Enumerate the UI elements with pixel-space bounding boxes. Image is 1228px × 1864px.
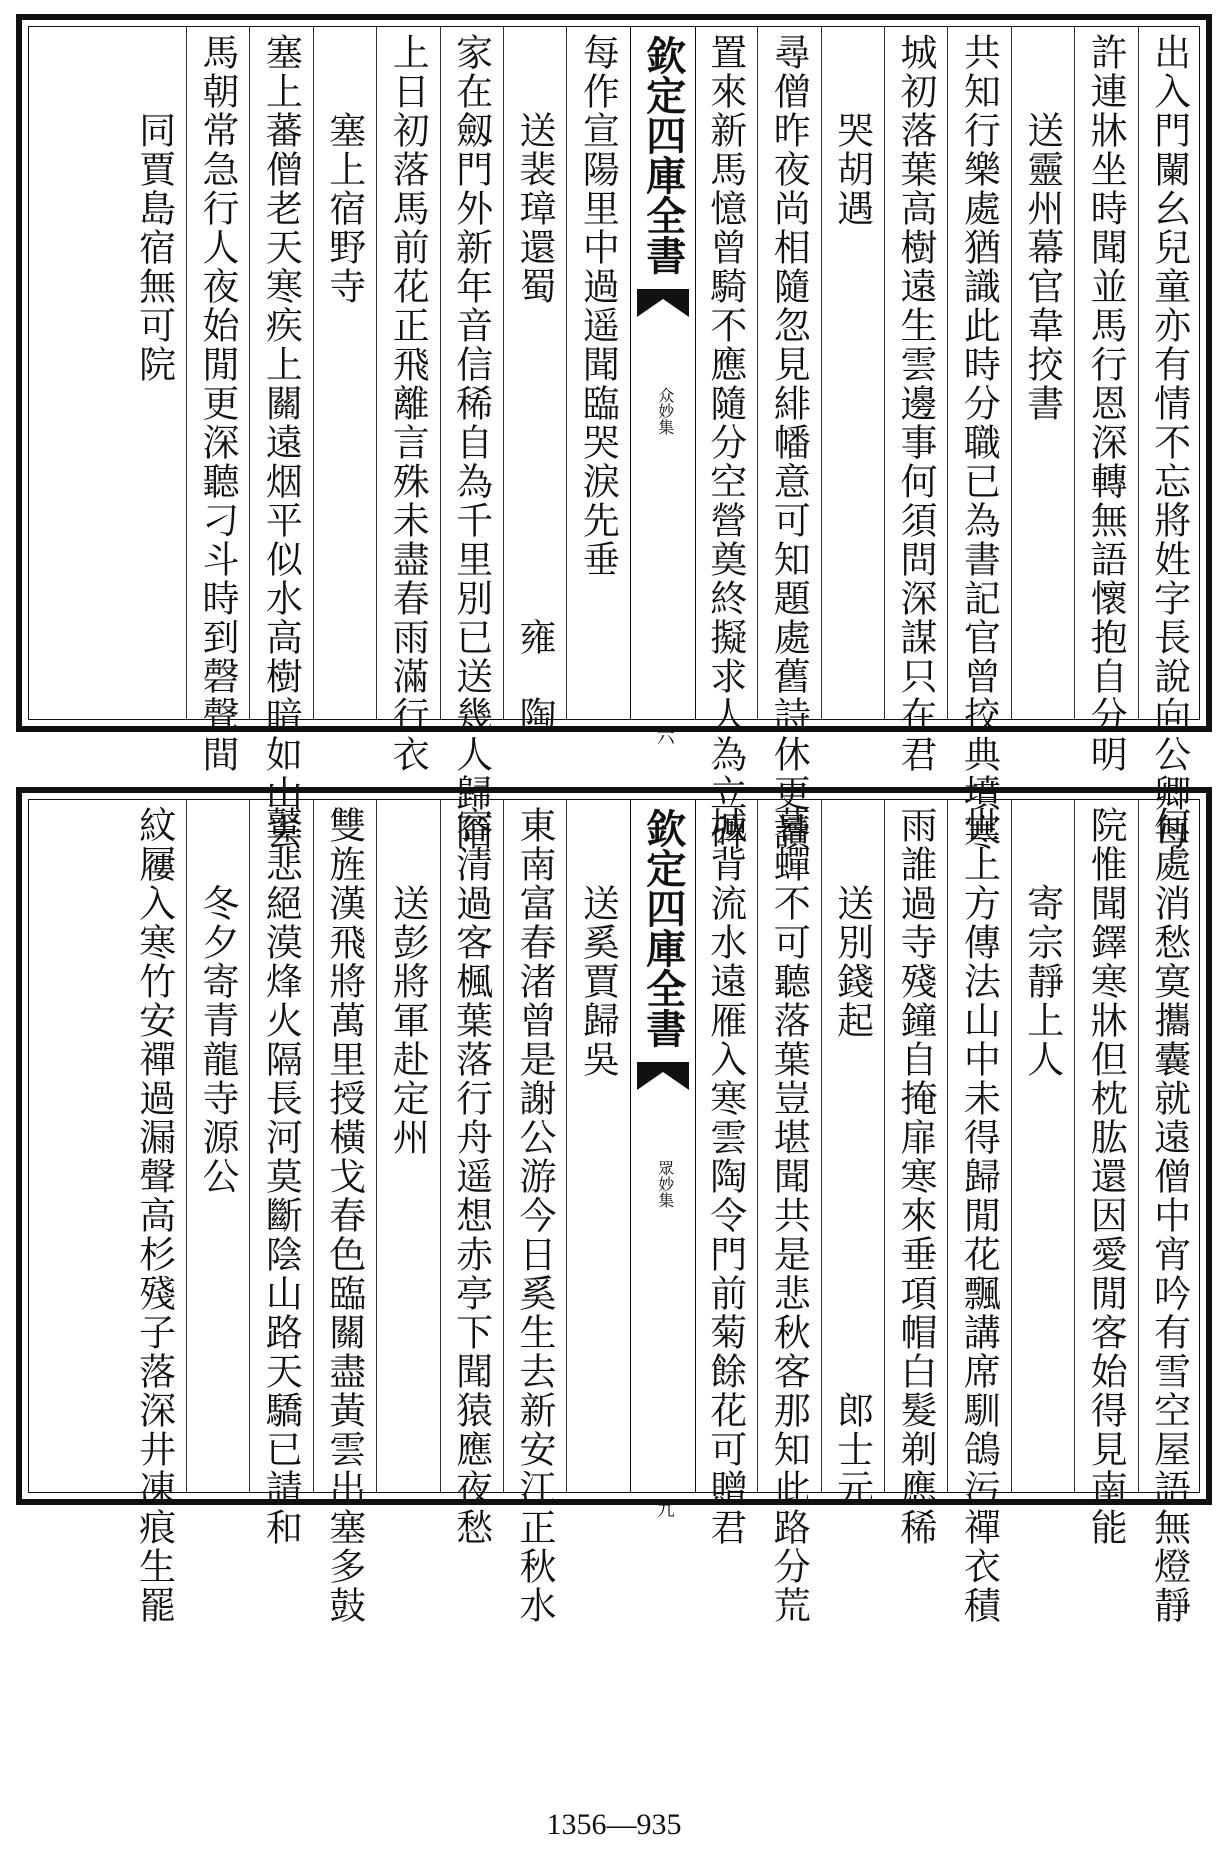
text-column: 紋屨入寒竹安禪過漏聲高杉殘子落深井凍痕生罷 (132, 806, 176, 1625)
text-column: 尋僧昨夜尚相隨忽見緋幡意可知題處舊詩休更讀 (767, 33, 811, 852)
column-rule (376, 800, 377, 1492)
text-column: 家在劔門外新年音信稀自為千里別已送幾人歸陌 (449, 33, 493, 852)
text-column: 何處消愁寞攜囊就遠僧中宵吟有雪空屋語無燈靜 (1147, 806, 1191, 1625)
column-rule (313, 800, 314, 1492)
text-column: 城初落葉高樹遠生雲邊事何須問深謀只在君 (894, 33, 937, 774)
top-page-text-frame (28, 26, 1200, 852)
text-column: 馬朝常急行人夜始閒更深聽刁斗時到磬聲間 (196, 33, 239, 774)
column-rule (1074, 800, 1075, 1492)
spine-title: 欽定四庫全書 (639, 808, 687, 1048)
spine-book-title: 眾妙集 (655, 1160, 675, 1208)
spine-folio-number: 九 (653, 1500, 675, 1518)
text-column: 送靈州幕官韋挍書 (1020, 33, 1064, 423)
text-column: 暮蟬不可聽落葉豈堪聞共是悲秋客那知此路分荒 (767, 806, 811, 1625)
spine-title: 欽定四庫全書 (639, 35, 687, 275)
fishtail-mark-icon (635, 1062, 691, 1092)
text-column: 上日初落馬前花正飛離言殊未盡春雨滿行衣 (386, 33, 430, 774)
bottom_page-spine (630, 800, 696, 1518)
text-column: 每作宣陽里中過遥聞臨哭淚先垂 (576, 33, 620, 579)
column-rule (503, 800, 504, 1492)
column-rule (884, 800, 885, 1492)
column-rule (440, 800, 441, 1492)
text-column: 送別錢起 郎士元 (830, 806, 874, 1508)
text-column: 置來新馬憶曾騎不應隨分空營奠終擬求人為立碑 (703, 33, 747, 852)
text-column: 冬夕寄青龍寺源公 (196, 806, 239, 1196)
text-column: 許連牀坐時聞並馬行恩深轉無語懷抱自分明 (1084, 33, 1128, 774)
top_page-spine (630, 27, 696, 745)
text-column: 世上方傳法山中未得歸閒花飄講席馴鴿污禪衣積 (957, 806, 1001, 1625)
text-column: 共知行樂處猶識此時分職已為書記官曾挍典墳寒 (957, 33, 1001, 852)
text-column: 雨誰過寺殘鐘自掩扉寒來垂項帽白髮剃應稀 (894, 806, 937, 1547)
spine-folio-number: 六 (653, 727, 675, 745)
text-column: 雙旌漢飛將萬里授橫戈春色臨關盡黃雲出塞多鼓 (322, 806, 366, 1625)
text-column: 容清過客楓葉落行舟遥想赤亭下聞猿應夜愁 (449, 806, 493, 1547)
text-column: 塞上蕃僧老天寒疾上關遠烟平似水高樹暗如山去 (259, 33, 303, 852)
column-rule (757, 800, 758, 1492)
column-rule (376, 27, 377, 719)
column-rule (186, 27, 187, 719)
column-rule (1138, 800, 1139, 1492)
text-column: 鼙悲絕漠烽火隔長河莫斷陰山路天驕已請和 (259, 806, 303, 1547)
bottom-page-text-frame (28, 799, 1200, 1625)
column-rule (566, 800, 567, 1492)
column-rule (947, 27, 948, 719)
column-rule (440, 27, 441, 719)
text-column: 出入門闌幺兒童亦有情不忘將姓字長說向公卿每 (1147, 33, 1191, 852)
column-rule (1011, 800, 1012, 1492)
top-page (16, 14, 1212, 852)
text-column: 送裴璋還蜀 雍 陶 (513, 33, 556, 735)
column-rule (566, 27, 567, 719)
text-column: 塞上宿野寺 (322, 33, 366, 306)
column-rule (249, 800, 250, 1492)
text-column: 院惟聞鐸寒牀但枕肱還因愛閒客始得見南能 (1084, 806, 1128, 1547)
column-rule (503, 27, 504, 719)
column-rule (821, 800, 822, 1492)
column-rule (1138, 27, 1139, 719)
text-column: 城背流水遠雁入寒雲陶令門前菊餘花可贈君 (703, 806, 747, 1547)
page-number-footer: 1356—935 (546, 1808, 682, 1841)
text-column: 同賈島宿無可院 (132, 33, 176, 384)
column-rule (1011, 27, 1012, 719)
text-column: 送彭將軍赴定州 (386, 806, 430, 1157)
column-rule (947, 800, 948, 1492)
column-rule (186, 800, 187, 1492)
bottom-page (16, 787, 1212, 1625)
fishtail-mark-icon (635, 289, 691, 319)
column-rule (1074, 27, 1075, 719)
text-column: 哭胡遇 (830, 33, 874, 228)
text-column: 東南富春渚曾是謝公游今日奚生去新安江正秋水 (513, 806, 556, 1625)
column-rule (249, 27, 250, 719)
spine-book-title: 众妙集 (655, 387, 675, 435)
column-rule (757, 27, 758, 719)
column-rule (821, 27, 822, 719)
column-rule (313, 27, 314, 719)
column-rule (884, 27, 885, 719)
text-column: 送奚賈歸吳 (576, 806, 620, 1079)
text-column: 寄宗靜上人 (1020, 806, 1064, 1079)
